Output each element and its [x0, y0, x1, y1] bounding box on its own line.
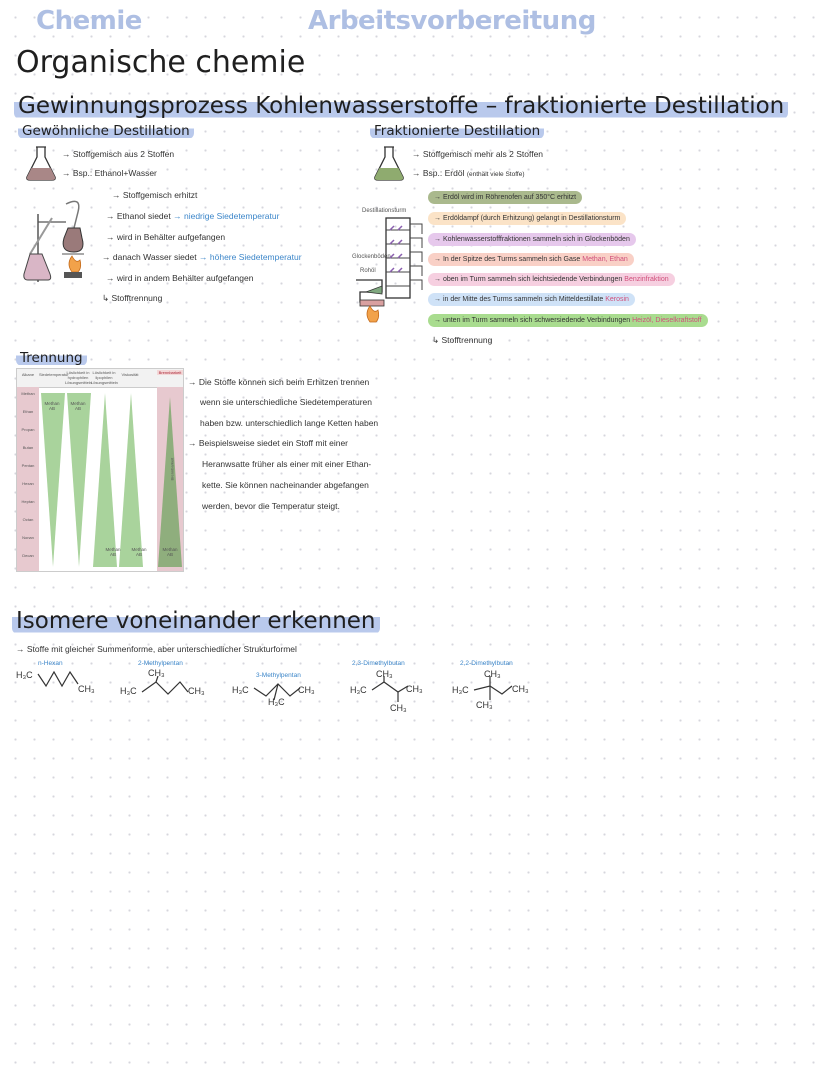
molecule-bottom-group: CH₃: [390, 703, 407, 713]
wedge-label: Methan AB: [162, 547, 178, 557]
page-title: Organische chemie: [16, 45, 306, 80]
molecule-right-group: CH₃: [406, 684, 423, 694]
fractional-result: ↳ Stofftrennung: [432, 335, 493, 345]
separation-text-3: haben bzw. unterschiedlich lange Ketten haben: [200, 418, 379, 428]
subject-header: Chemie: [36, 6, 142, 36]
separation-title: Trennung: [16, 350, 87, 366]
molecule-right-group: CH₃: [78, 684, 95, 694]
molecule-left-group: H₃C: [232, 685, 249, 695]
skeleton-icon: [36, 668, 80, 690]
molecule-top-group: CH₃: [148, 668, 165, 678]
ordinary-step-1: → Stoffgemisch erhitzt: [112, 190, 198, 200]
molecule-right-group: CH₃: [298, 685, 315, 695]
ordinary-step-5: → wird in andem Behälter aufgefangen: [106, 273, 254, 283]
ordinary-step-6: ↳ Stofftrennung: [102, 293, 163, 303]
molecule-name: n-Hexan: [38, 660, 63, 667]
molecule-name: 2,3-Dimethylbutan: [352, 660, 405, 667]
molecule-bottom-group: H₃C: [268, 697, 285, 707]
molecule-name: 2,2-Dimethylbutan: [460, 660, 513, 667]
wedge-label: Methan AB: [105, 547, 121, 557]
ordinary-distillation-title: Gewöhnliche Destillation: [18, 123, 194, 139]
distillation-tower-icon: [352, 214, 428, 328]
trend-wedges: [39, 387, 183, 571]
fractional-step-7: → unten im Turm sammeln sich schwersiedende Verbindungen Heizöl, Dieselkraftstoff: [428, 314, 708, 327]
fractional-line-1: → Stoffgemisch mehr als 2 Stoffen: [412, 149, 544, 159]
flask-icon: [24, 145, 58, 181]
ordinary-line-1: → Stoffgemisch aus 2 Stoffen: [62, 149, 175, 159]
fractional-step-6: → in der Mitte des Turms sammeln sich Mitteldestillate Kerosin: [428, 293, 635, 306]
alkane-row: Methan: [21, 391, 35, 396]
fractional-step-3: → Kohlenwasserstofffraktionen sammeln sich in Glockenböden: [428, 233, 636, 246]
fractional-line-2: → Bsp.: Erdöl (enthält viele Stoffe): [412, 168, 525, 178]
separation-text-6: kette. Sie können nacheinander abgefangen: [202, 480, 369, 490]
table-header: Alkane: [21, 372, 35, 377]
alkane-row: Ethan: [22, 409, 34, 414]
molecule-top-group: CH₃: [376, 669, 393, 679]
fractional-distillation-title: Fraktionierte Destillation: [370, 123, 544, 139]
ordinary-line-2: → Bsp.: Ethanol+Wasser: [62, 168, 157, 178]
molecule-left-group: H₃C: [350, 685, 367, 695]
fractional-step-5: → oben im Turm sammeln sich leichtsiedende Verbindungen Benzinfraktion: [428, 273, 675, 286]
table-header: Siedetemperatur: [39, 372, 69, 377]
separation-table: [16, 368, 184, 572]
molecule-left-group: H₃C: [16, 670, 33, 680]
molecule-right-group: CH₃: [188, 686, 205, 696]
molecule-bottom-group: CH₃: [476, 700, 493, 710]
distillation-apparatus-icon: [22, 194, 102, 286]
table-header: Viskosität: [121, 372, 139, 377]
skeleton-icon: [140, 676, 190, 698]
alkane-row: Hexan: [22, 481, 34, 486]
molecule-2-3-dimethylbutane: [350, 660, 450, 716]
alkane-row: Pentan: [21, 463, 35, 468]
alkane-row: Octan: [22, 517, 34, 522]
alkane-row: Propan: [21, 427, 35, 432]
separation-text-7: werden, bevor die Temperatur steigt.: [202, 501, 340, 511]
molecule-left-group: H₃C: [452, 685, 469, 695]
fractional-step-4: → In der Spitze des Turms sammeln sich Gase Methan, Ethan: [428, 253, 634, 266]
side-label: Brennbarkeit: [169, 457, 175, 481]
molecule-name: 3-Methylpentan: [256, 672, 301, 679]
table-header: Löslichkeit in hydrophilen Lösungsmitteln: [65, 370, 92, 385]
molecule-3-methylpentane: [232, 672, 332, 712]
tower-label-column: Destillationsturm: [362, 208, 407, 214]
ordinary-step-4: → danach Wasser siedet → höhere Siedetemperatur: [102, 252, 302, 262]
alkane-row: Decan: [22, 553, 34, 558]
table-header: Löslichkeit in lipophilen Lösungsmitteln: [91, 370, 118, 385]
molecule-n-hexane: [16, 660, 106, 710]
ordinary-step-3: → wird in Behälter aufgefangen: [106, 232, 226, 242]
table-header: Brennbarkeit: [158, 370, 182, 375]
flask-green-icon: [372, 145, 406, 181]
worksheet-header: Arbeitsvorbereitung: [308, 6, 596, 36]
isomers-definition: → Stoffe mit gleicher Summenforme, aber unterschiedlicher Strukturformel: [16, 644, 297, 654]
wedge-label: Methan AB: [70, 401, 86, 411]
separation-text-2: wenn sie unterschiedliche Siedetemperaturen: [200, 397, 372, 407]
alkane-row: Nonan: [22, 535, 34, 540]
molecule-2-methylpentane: [120, 660, 230, 710]
wedge-label: Methan AB: [131, 547, 147, 557]
fractional-step-2: → Erdöldampf (durch Erhitzung) gelangt in Destillationsturm: [428, 212, 626, 225]
tower-label-trays: Glockenböden: [352, 254, 391, 260]
separation-text-4: → Beispielsweise siedet ein Stoff mit einer: [188, 438, 349, 448]
tower-label-crude: Rohöl: [360, 268, 376, 274]
ordinary-step-2: → Ethanol siedet → niedrige Siedetemperatur: [106, 211, 280, 221]
separation-text-1: → Die Stoffe können sich beim Erhitzen trennen: [188, 377, 370, 387]
molecule-top-group: CH₃: [484, 669, 501, 679]
alkane-row: Butan: [22, 445, 34, 450]
skeleton-icon: [370, 676, 410, 704]
alkane-row: Heptan: [21, 499, 35, 504]
molecule-2-2-dimethylbutane: [452, 660, 552, 716]
molecule-left-group: H₃C: [120, 686, 137, 696]
wedge-label: Methan AB: [44, 401, 60, 411]
separation-text-5: Heranwsatte früher als einer mit einer Ethan-: [202, 459, 372, 469]
molecule-right-group: CH₃: [512, 684, 529, 694]
fractional-step-1: → Erdöl wird im Röhrenofen auf 350°C erhitzt: [428, 191, 582, 204]
alkane-column: [17, 387, 39, 571]
isomers-title: Isomere voneinander erkennen: [12, 608, 380, 634]
section-title-distillation: Gewinnungsprozess Kohlenwasserstoffe – fraktionierte Destillation: [14, 93, 804, 119]
molecule-name: 2-Methylpentan: [138, 660, 183, 667]
